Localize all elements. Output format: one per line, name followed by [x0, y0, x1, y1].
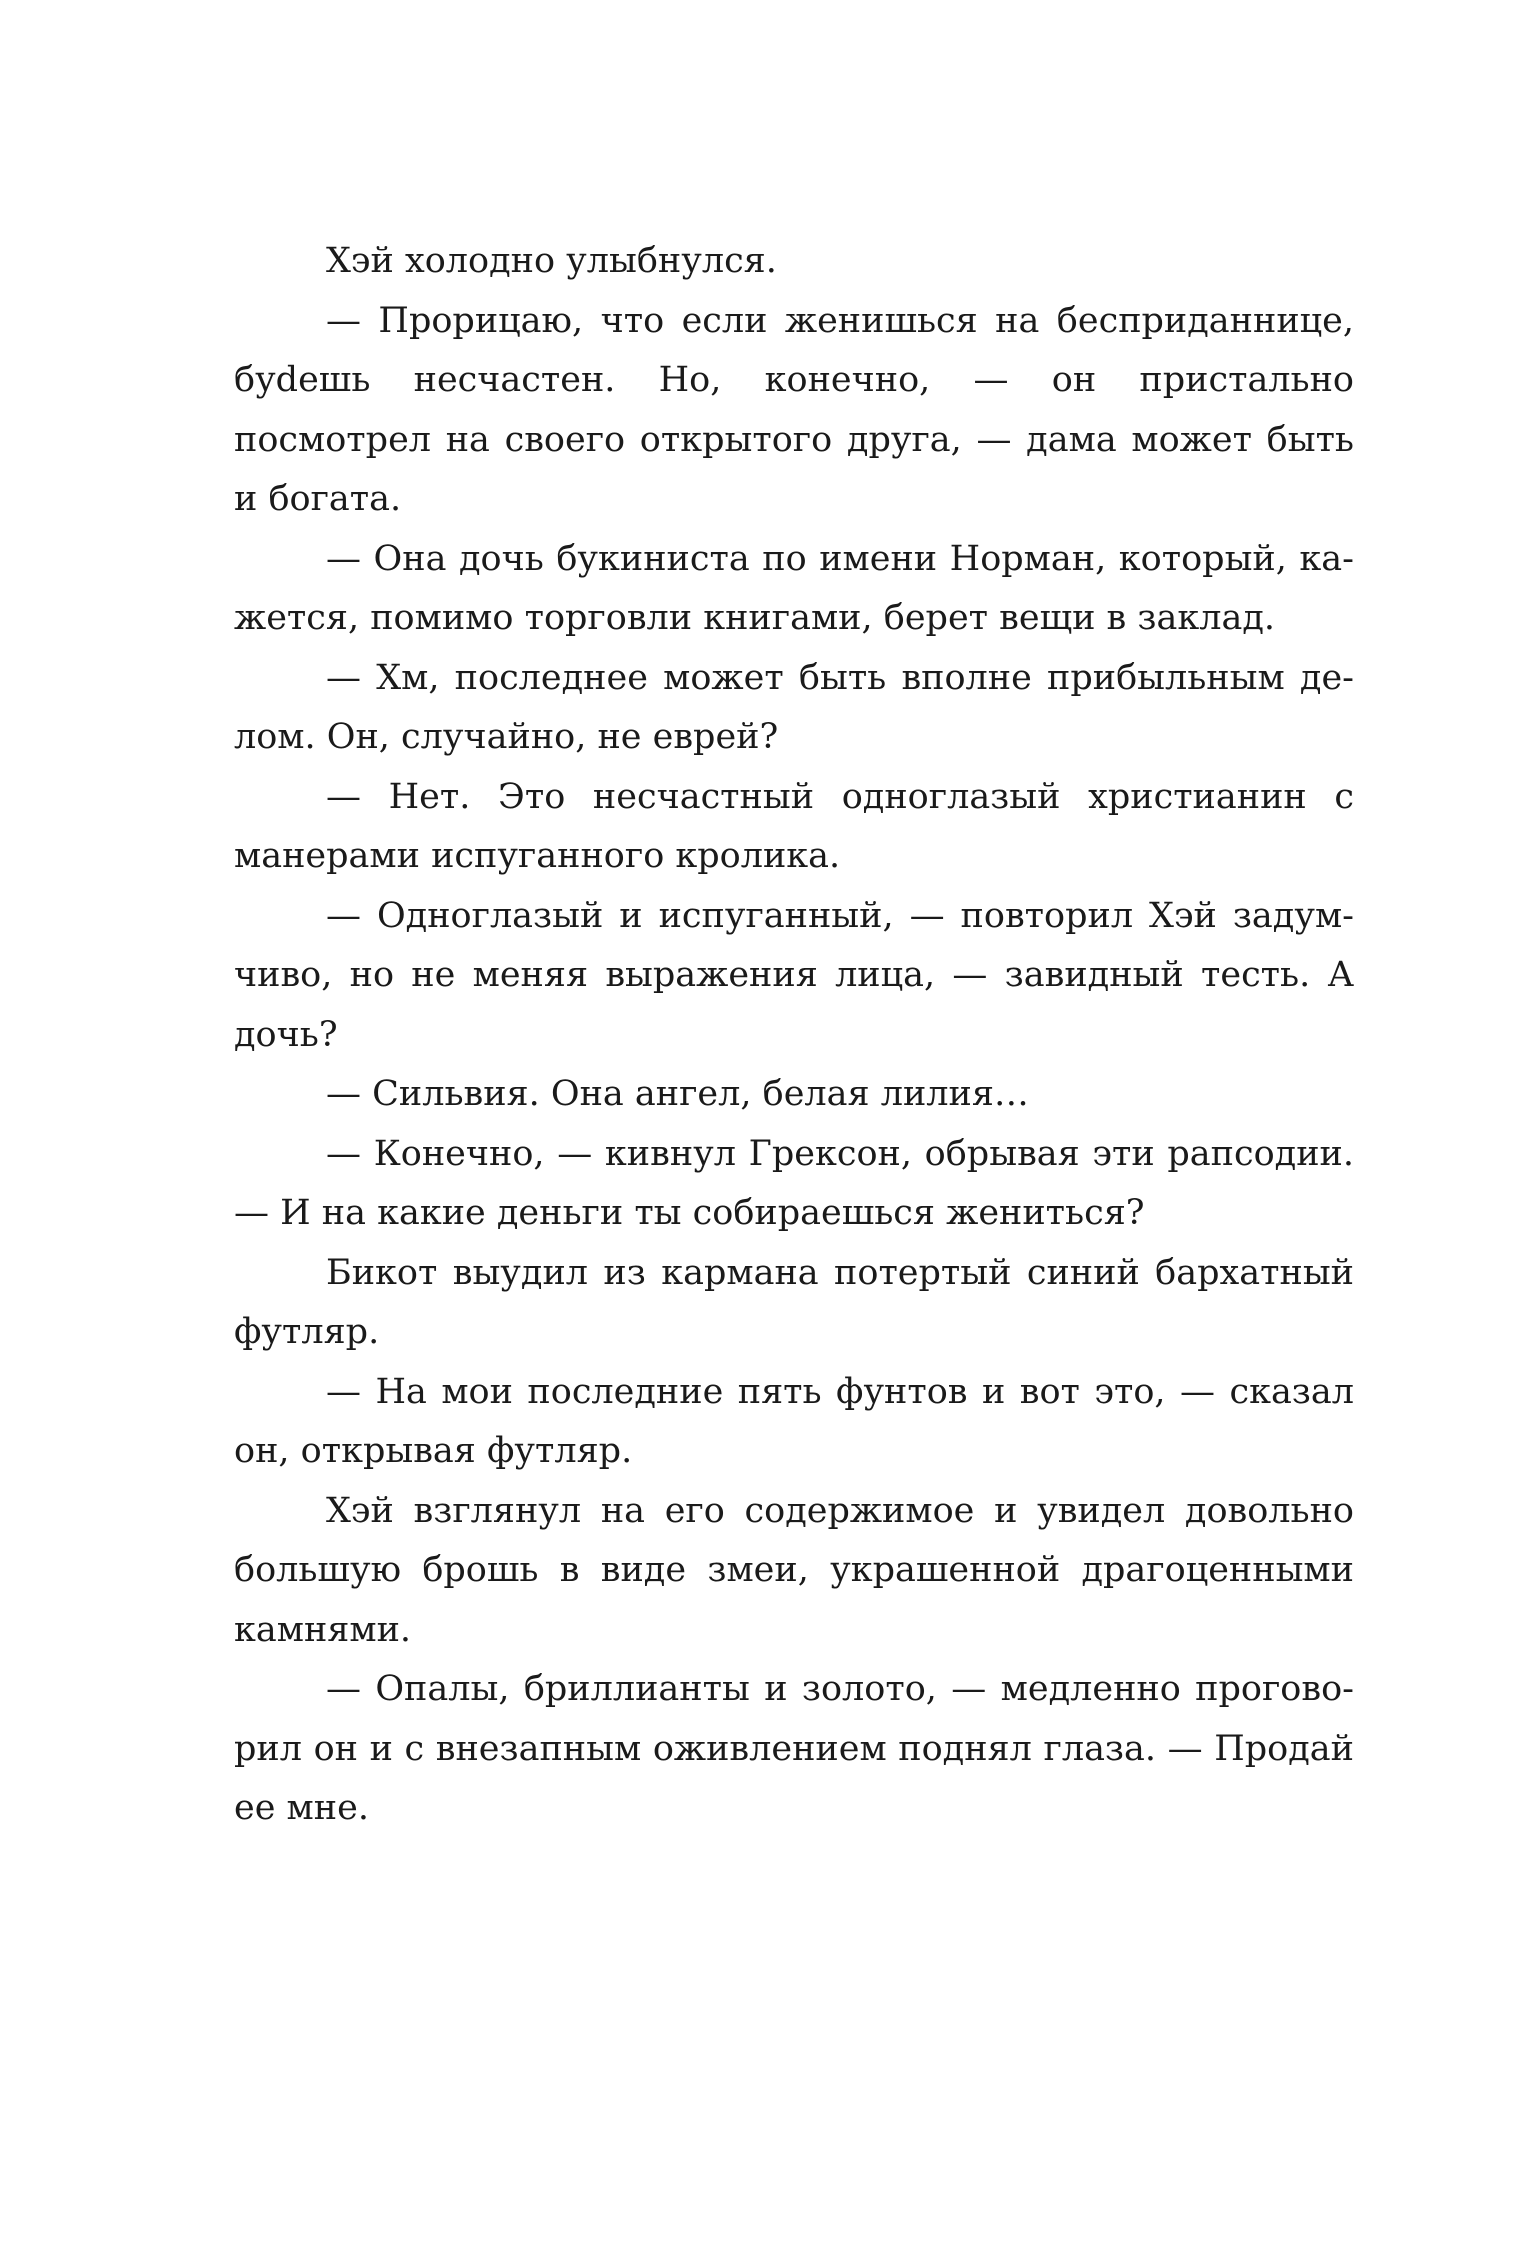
paragraph-4: — Хм, последнее может быть вполне прибыльным делом. Он, случайно, не еврей? [234, 657, 1354, 757]
paragraph-3: — Она дочь букиниста по имени Норман, который, кажется, помимо торговли книгами, берет вещи в заклад. [234, 538, 1354, 638]
paragraph-12: — Опалы, бриллианты и золото, — медленно проговорил он и с внезапным оживлением поднял глаза. — Продай ее мне. [234, 1669, 1354, 1828]
paragraph-5: — Нет. Это несчастный одноглазый христианин с манерами испуганного кролика. [234, 776, 1354, 876]
paragraph-10: — На мои последние пять фунтов и вот это, — сказал он, открывая футляр. [234, 1371, 1354, 1471]
paragraph-2: — Прорицаю, что если женишься на бесприданнице, буdешь несчастен. Но, конечно, — он пристально посмотрел на своего открытого друга, — дама может быть и богата. [234, 300, 1354, 519]
page-text [234, 232, 1354, 1839]
paragraph-7: — Сильвия. Она ангел, белая лилия… [326, 1074, 1029, 1114]
paragraph-9: Бикот выудил из кармана потертый синий бархатный футляр. [234, 1252, 1354, 1352]
paragraph-1: Хэй холодно улыбнулся. [326, 241, 777, 281]
paragraph-11: Хэй взглянул на его содержимое и увидел довольно большую брошь в виде змеи, украшенной драгоценными камнями. [234, 1490, 1354, 1650]
paragraph-6: — Одноглазый и испуганный, — повторил Хэй задумчиво, но не меняя выражения лица, — завидный тесть. А дочь? [234, 895, 1354, 1055]
paragraph-8: — Конечно, — кивнул Грексон, обрывая эти рапсодии. — И на какие деньги ты собираешься жениться? [234, 1133, 1354, 1233]
